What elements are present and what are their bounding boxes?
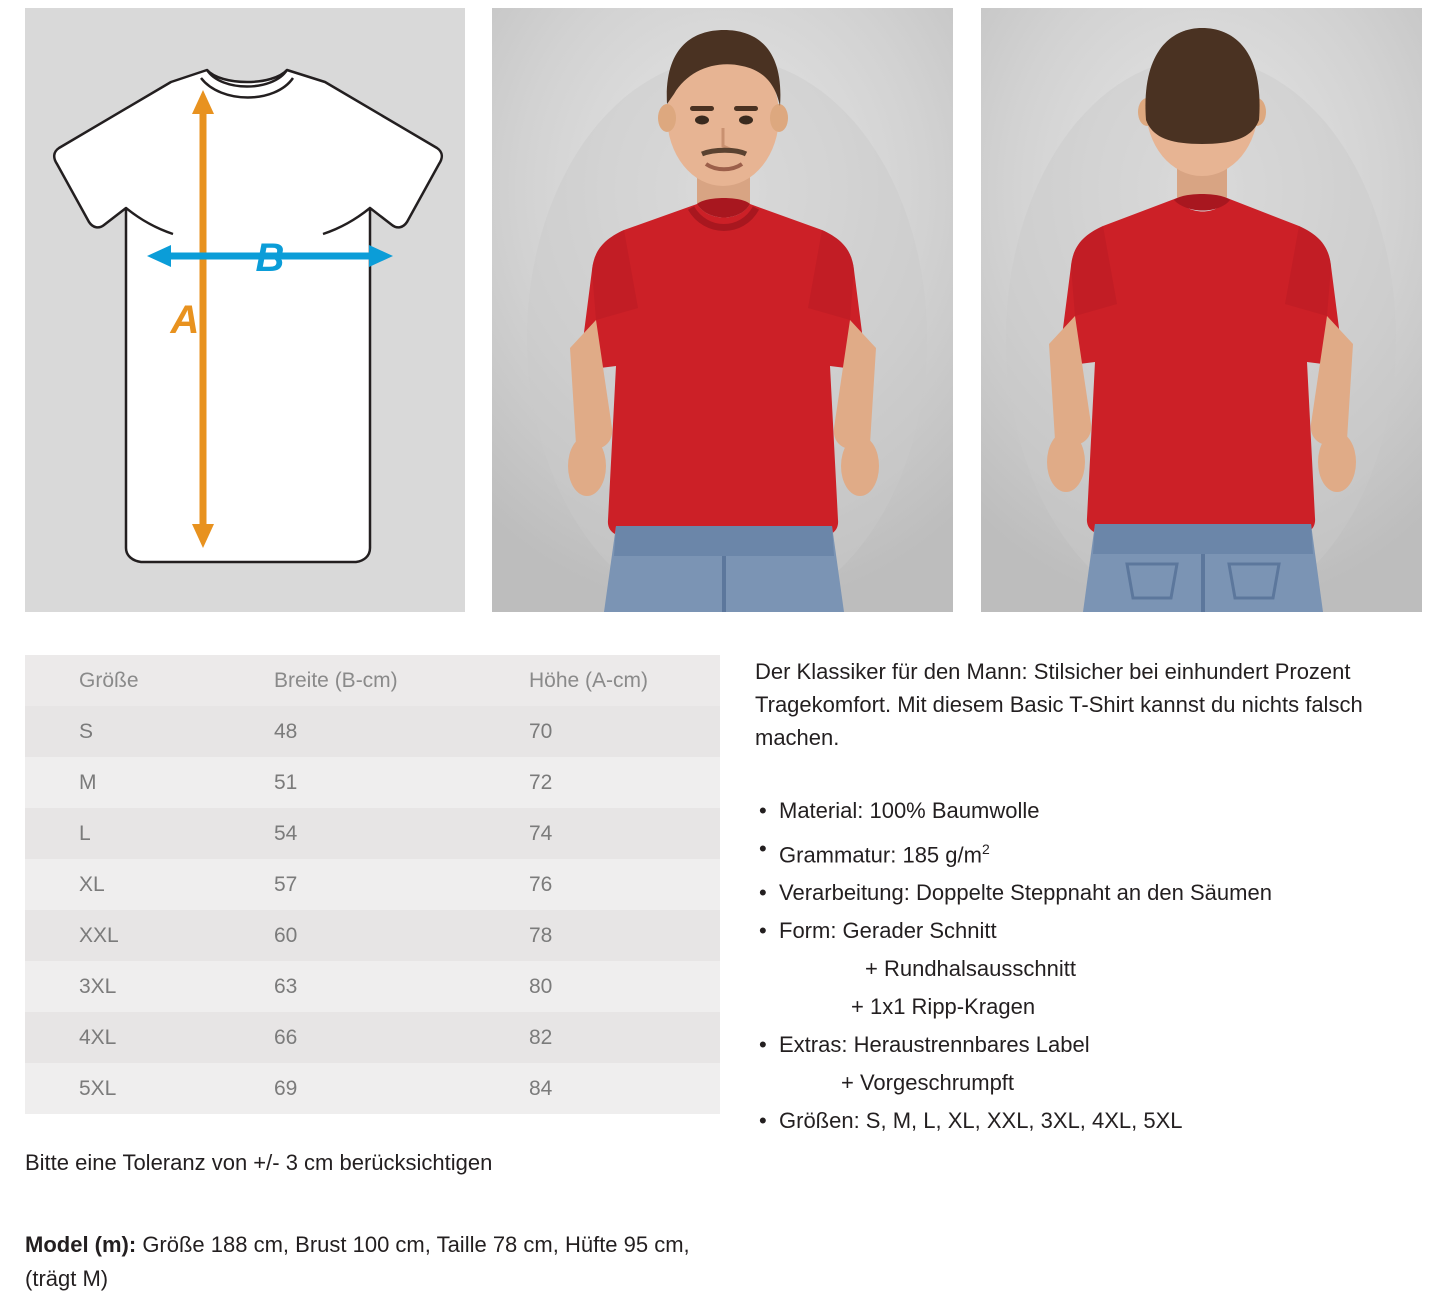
- measurement-diagram-panel: [25, 8, 465, 612]
- column-header-height: Höhe (A-cm): [529, 668, 649, 692]
- tolerance-note: Bitte eine Toleranz von +/- 3 cm berücksichtigen: [25, 1150, 493, 1175]
- cell-height: 76: [529, 872, 553, 896]
- cell-height: 84: [529, 1076, 553, 1100]
- table-row: [25, 1063, 720, 1114]
- table-row: [25, 706, 720, 757]
- cell-size: M: [79, 770, 97, 794]
- cell-size: 4XL: [79, 1025, 117, 1049]
- cell-size: S: [79, 719, 94, 743]
- table-header-row: [25, 655, 720, 706]
- cell-width: 51: [274, 770, 298, 794]
- table-row: [25, 1012, 720, 1063]
- cell-width: 48: [274, 719, 298, 743]
- cell-height: 80: [529, 974, 553, 998]
- cell-height: 74: [529, 821, 553, 845]
- model-front-photo: [492, 8, 953, 612]
- feature-verarbeitung: • Verarbeitung: Doppelte Steppnaht an den Säumen: [755, 874, 1425, 912]
- cell-height: 72: [529, 770, 553, 794]
- column-header-size: Größe: [79, 668, 139, 692]
- feature-grammatur: [755, 830, 1425, 874]
- size-table: [25, 655, 720, 1114]
- feature-list: [755, 792, 1425, 1140]
- description-intro: Der Klassiker für den Mann: Stilsicher bei einhundert Prozent Tragekomfort. Mit diesem Basic T-Shirt kannst du nichts falsch machen.: [755, 659, 1363, 750]
- size-table-wrapper: [25, 655, 720, 1114]
- feature-grammatur-sup: 2: [981, 841, 990, 857]
- cell-size: XL: [79, 872, 105, 896]
- cell-size: 3XL: [79, 974, 117, 998]
- cell-height: 78: [529, 923, 553, 947]
- table-row: [25, 859, 720, 910]
- feature-grammatur-text: Grammatur: 185 g/m: [779, 842, 982, 868]
- column-header-width: Breite (B-cm): [274, 668, 398, 692]
- cell-size: 5XL: [79, 1076, 117, 1100]
- cell-width: 60: [274, 923, 298, 947]
- cell-height: 82: [529, 1025, 553, 1049]
- feature-material: • Material: 100% Baumwolle: [755, 792, 1425, 830]
- feature-form: • Form: Gerader Schnitt: [755, 912, 1425, 950]
- model-measurements-note: [25, 1228, 725, 1296]
- feature-vorgeschrumpft: + Vorgeschrumpft: [841, 1070, 1015, 1096]
- model-label: Model (m):: [25, 1232, 137, 1257]
- table-row: [25, 808, 720, 859]
- model-back-photo: [981, 8, 1422, 612]
- feature-ripp-kragen: + 1x1 Ripp-Kragen: [851, 994, 1036, 1020]
- feature-rundhals: + Rundhalsausschnitt: [865, 956, 1076, 982]
- model-front-illustration: [492, 8, 953, 612]
- table-row: [25, 910, 720, 961]
- cell-width: 54: [274, 821, 298, 845]
- cell-width: 57: [274, 872, 298, 896]
- cell-height: 70: [529, 719, 553, 743]
- tshirt-measurement-diagram: [25, 8, 465, 612]
- cell-size: XXL: [79, 923, 119, 947]
- model-details: Größe 188 cm, Brust 100 cm, Taille 78 cm, Hüfte 95 cm, (trägt M): [25, 1232, 690, 1291]
- table-row: [25, 757, 720, 808]
- table-row: [25, 961, 720, 1012]
- feature-extras: • Extras: Heraustrennbares Label: [755, 1026, 1425, 1064]
- model-back-illustration: [981, 8, 1422, 612]
- image-row: [0, 0, 1445, 620]
- svg-text:A: A: [170, 298, 200, 342]
- feature-groessen: • Größen: S, M, L, XL, XXL, 3XL, 4XL, 5XL: [755, 1102, 1425, 1140]
- cell-size: L: [79, 821, 91, 845]
- svg-text:B: B: [255, 236, 285, 280]
- cell-width: 69: [274, 1076, 298, 1100]
- product-description: [755, 655, 1425, 1140]
- cell-width: 66: [274, 1025, 298, 1049]
- cell-width: 63: [274, 974, 298, 998]
